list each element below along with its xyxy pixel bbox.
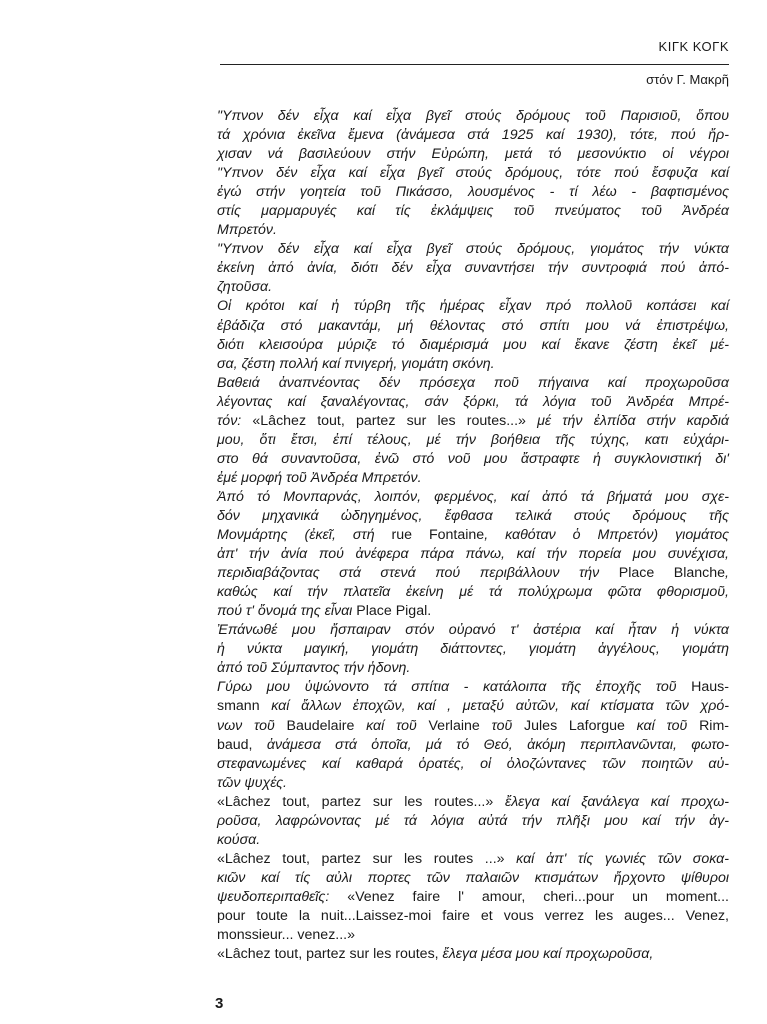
greek-text-segment: περιδιαβάζοντας στά στενά πού περιβάλλουν τήν xyxy=(217,565,619,582)
greek-text-segment: Μονμάρτης (ἐκεῖ, στή xyxy=(217,527,392,544)
greek-text-segment: Βαθειά ἀναπνέοντας δέν πρόσεχα ποῦ πήγαινα καί προχωροῦσα xyxy=(217,374,729,391)
greek-text-segment: Γύρω μου ὑψώνοντο τά σπίτια - κατάλοιπα τῆς ἐποχῆς τοῦ xyxy=(217,679,692,696)
text-line xyxy=(217,564,729,583)
text-line xyxy=(217,164,729,183)
greek-text-segment: καθώς καί τήν πλατεῖα ἐκείνη μέ τά πολύχρωμα φῶτα φθορισμοῦ, xyxy=(217,584,729,601)
text-line xyxy=(217,678,729,697)
latin-text-segment: Rim- xyxy=(699,717,730,734)
latin-text-segment: «Lâchez tout, partez sur les routes ...» xyxy=(217,850,505,867)
text-line xyxy=(217,412,729,431)
greek-text-segment: καί ἀπ' τίς γωνιές τῶν σοκα- xyxy=(504,850,729,867)
greek-text-segment: "Υπνον δέν εἶχα καί εἶχα βγεῖ στούς δρόμους τοῦ Παρισιοῦ, ὅπου xyxy=(217,108,729,124)
greek-text-segment: μέ τήν ἐλπίδα στήν καρδιά xyxy=(525,412,729,429)
greek-text-segment: χισαν νά βασιλεύουν στήν Εὐρώπη, μετά τό μεσονύκτιο οἱ νέγροι xyxy=(217,146,729,163)
greek-text-segment: τοῦ xyxy=(479,717,525,734)
greek-text-segment: ἀνάμεσα στά ὁποῖα, μά τό Θεό, ἀκόμη περιπλανῶνται, φωτο- xyxy=(252,736,729,753)
greek-text-segment: κούσα. xyxy=(217,831,261,848)
text-line xyxy=(217,126,729,145)
greek-text-segment: καί ἄλλων ἐποχῶν, καί , μεταξύ αὐτῶν, καί κτίσματα τῶν χρό- xyxy=(259,698,729,715)
greek-text-segment: ἐκείνη ἀπό ἀνία, διότι δέν εἶχα συναντήσει τήν συντροφιά πού ἀπό- xyxy=(217,260,729,277)
latin-text-segment: monssieur... venez...» xyxy=(217,927,356,944)
greek-text-segment: ἔλεγα καί ξανάλεγα καί προχω- xyxy=(493,793,729,810)
text-line xyxy=(217,297,729,316)
text-line xyxy=(217,526,729,545)
latin-text-segment: «Lâchez tout, partez sur les routes, xyxy=(217,946,443,963)
text-line xyxy=(217,602,729,621)
greek-text-segment: μου, ὅτι ἔτσι, ἐπί τέλους, μέ τήν βοήθεια τῆς τύχης, κατι εὐχάρι- xyxy=(217,431,729,448)
body-text xyxy=(217,107,729,964)
greek-text-segment: ἐμέ μορφή τοῦ Ἀνδρέα Μπρετόν. xyxy=(217,469,422,486)
text-line xyxy=(217,736,729,755)
text-line xyxy=(217,774,729,793)
greek-text-segment: Ἀπό τό Μονπαρνάς, λοιπόν, φερμένος, καί ἀπό τά βήματά μου σχε- xyxy=(217,488,729,505)
text-line xyxy=(217,469,729,488)
text-line xyxy=(217,545,729,564)
greek-text-segment: ζητοῦσα. xyxy=(217,279,273,296)
greek-text-segment: στίς μαρμαρυγές καί τίς ἐκλάμψεις τοῦ πνεύματος τοῦ Ἀνδρέα xyxy=(217,203,729,220)
greek-text-segment: ψευδοπεριπαθεῖς: xyxy=(217,888,348,905)
latin-text-segment: rue Fontaine xyxy=(391,527,485,544)
latin-text-segment: Place Blanche xyxy=(618,565,726,582)
text-line xyxy=(217,450,729,469)
text-line xyxy=(217,621,729,640)
latin-text-segment: «Venez faire l' amour, cheri...pour un moment... xyxy=(347,888,729,905)
greek-text-segment: σα, ζέστη πολλή καί πνιγερή, γιομάτη σκόνη. xyxy=(217,355,495,372)
text-line xyxy=(217,793,729,812)
text-line xyxy=(217,850,729,869)
text-line xyxy=(217,259,729,278)
latin-text-segment: Verlaine xyxy=(428,717,480,734)
greek-text-segment: διότι κλεισούρα μύριζε τό διαμέρισμά μου καί ἔκανε ζέστη ἐκεῖ μέ- xyxy=(217,336,729,353)
text-line xyxy=(217,374,729,393)
text-line xyxy=(217,755,729,774)
greek-text-segment: Οἱ κρότοι καί ἡ τύρβη τῆς ἡμέρας εἶχαν πρό πολλοῦ κοπάσει καί xyxy=(217,298,729,315)
text-line xyxy=(217,240,729,259)
greek-text-segment: Ἐπάνωθέ μου ἤσπαιραν στόν οὐρανό τ' ἀστέρια καί ἦταν ἡ νύκτα xyxy=(217,622,729,639)
latin-text-segment: Place Pigal. xyxy=(356,603,432,620)
greek-text-segment: νων τοῦ xyxy=(217,717,287,734)
running-header-title: ΚΙΓΚ ΚΟΓΚ xyxy=(658,39,729,54)
greek-text-segment: τῶν ψυχές. xyxy=(217,774,287,791)
text-line xyxy=(217,659,729,678)
greek-text-segment: , καθόταν ὁ Μπρετόν) γιομάτος xyxy=(484,527,729,544)
greek-text-segment: ἡ νύκτα μαγική, γιομάτη διάττοντες, γιομάτη ἀγγέλους, γιομάτη xyxy=(217,641,729,658)
text-line xyxy=(217,355,729,374)
latin-text-segment: «Lâchez tout, partez sur les routes...» xyxy=(252,412,526,429)
greek-text-segment: στο θά συναντοῦσα, ἐνῶ στό νοῦ μου ἄστραφτε ἡ συγκλονιστική δι' xyxy=(217,450,729,467)
greek-text-segment: δόν μηχανικά ὠδηγημένος, ἔφθασα τελικά στούς δρόμους τῆς xyxy=(217,507,729,524)
greek-text-segment: λέγοντας καί ξαναλέγοντας, σάν ξόρκι, τά λόγια τοῦ Ἀνδρέα Μπρέ- xyxy=(217,393,729,410)
greek-text-segment: ἐβάδιζα στό μακαντάμ, μή θέλοντας στό σπίτι μου νά ἐπιστρέψω, xyxy=(217,317,729,334)
greek-text-segment: τόν: xyxy=(217,412,253,429)
text-line xyxy=(217,697,729,716)
text-line xyxy=(217,907,729,926)
text-line xyxy=(217,336,729,355)
greek-text-segment: "Υπνον δέν εἶχα καί εἶχα βγεῖ στούς δρόμους, τότε πού ἔσφυζα καί xyxy=(217,165,729,182)
greek-text-segment: "Υπνον δέν εἶχα καί εἶχα βγεῖ στούς δρόμους, γιομάτος τήν νύκτα xyxy=(217,241,729,258)
header-divider xyxy=(220,64,729,65)
text-line xyxy=(217,831,729,850)
page-number: 3 xyxy=(215,995,224,1012)
greek-text-segment: ἐγώ στήν γοητεία τοῦ Πικάσσο, λουσμένος - τί λέω - βαφτισμένος xyxy=(217,184,729,201)
greek-text-segment: Μπρετόν. xyxy=(217,222,277,239)
text-line xyxy=(217,812,729,831)
greek-text-segment: καί τοῦ xyxy=(354,717,429,734)
greek-text-segment: ἀπ' τήν ἀνία πού ἀνέφερα πάρα πάνω, καί τήν πορεία μου συνέχισα, xyxy=(217,546,729,563)
text-line xyxy=(217,221,729,240)
greek-text-segment: , xyxy=(725,565,729,582)
text-line xyxy=(217,945,729,964)
text-line xyxy=(217,507,729,526)
greek-text-segment: ροῦσα, λαφρώνοντας μέ τά λόγια αὐτά τήν πλῆξι μου καί τήν ἀγ- xyxy=(217,812,729,829)
text-line xyxy=(217,640,729,659)
text-line xyxy=(217,926,729,945)
text-line xyxy=(217,107,729,126)
greek-text-segment: κιῶν καί τίς αὐλι πορτες τῶν παλαιῶν κτισμάτων ἤρχοντο ψίθυροι xyxy=(217,869,729,886)
latin-text-segment: Baudelaire xyxy=(286,717,355,734)
greek-text-segment: στεφανωμένες καί καθαρά ὁρατές, οἱ ὁλοζώντανες τῶν ποιητῶν αὐ- xyxy=(217,755,729,772)
latin-text-segment: smann xyxy=(217,698,260,715)
text-line xyxy=(217,278,729,297)
greek-text-segment: ἀπό τοῦ Σύμπαντος τήν ἡδονη. xyxy=(217,660,411,677)
latin-text-segment: Jules Laforgue xyxy=(524,717,625,734)
latin-text-segment: Haus- xyxy=(691,679,729,696)
latin-text-segment: baud, xyxy=(217,736,253,753)
text-line xyxy=(217,393,729,412)
text-line xyxy=(217,869,729,888)
greek-text-segment: πού τ' ὄνομά της εἶναι xyxy=(217,603,357,620)
dedication: στόν Γ. Μακρῆ xyxy=(646,72,729,87)
text-line xyxy=(217,145,729,164)
latin-text-segment: «Lâchez tout, partez sur les routes...» xyxy=(217,793,494,810)
text-line xyxy=(217,431,729,450)
latin-text-segment: pour toute la nuit...Laissez-moi faire et vous verrez les auges... Venez, xyxy=(217,907,729,924)
text-line xyxy=(217,488,729,507)
text-line xyxy=(217,717,729,736)
text-line xyxy=(217,317,729,336)
text-line xyxy=(217,183,729,202)
greek-text-segment: καί τοῦ xyxy=(624,717,700,734)
text-line xyxy=(217,583,729,602)
greek-text-segment: τά χρόνια ἐκεῖνα ἔμενα (ἀνάμεσα στά 1925 καί 1930), τότε, πού ἤρ- xyxy=(217,127,729,144)
greek-text-segment: ἔλεγα μέσα μου καί προχωροῦσα, xyxy=(442,946,654,963)
text-line xyxy=(217,202,729,221)
text-line xyxy=(217,888,729,907)
